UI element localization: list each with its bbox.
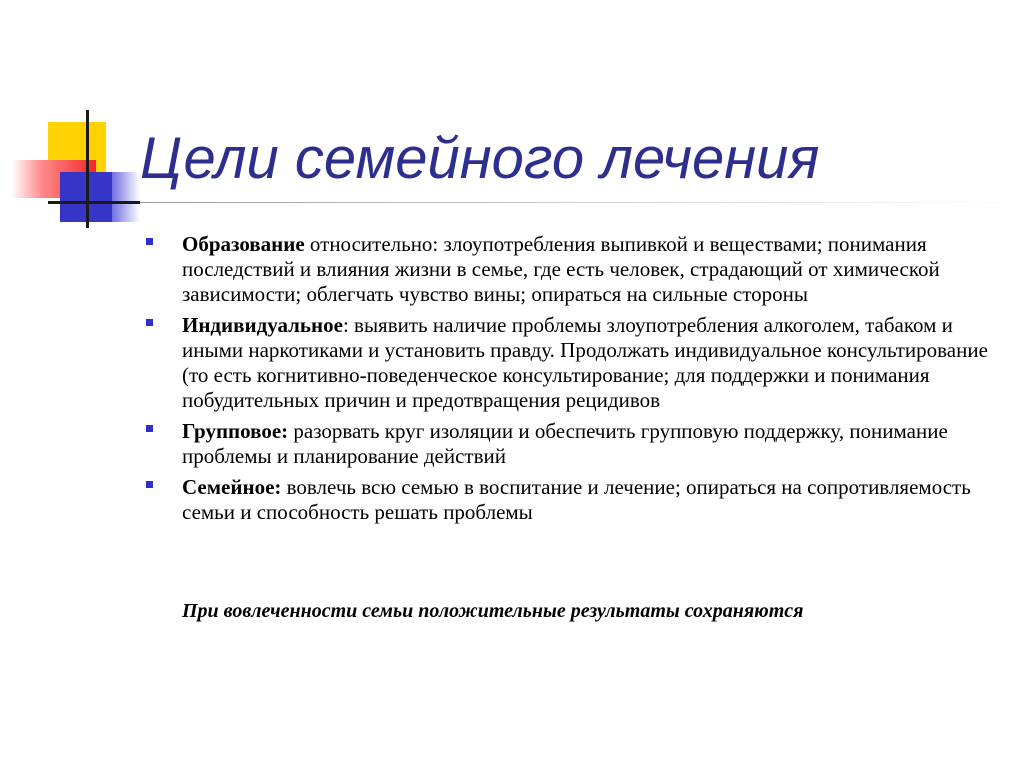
item-text: относительно: злоупотребления выпивкой и веществами; понимания последствий и влияния жизни в семье, где есть человек, страдающий от химической зависимости; облегчать чувство вины; опираться на сильные стороны	[182, 232, 940, 306]
item-term: Индивидуальное	[182, 313, 343, 337]
decor-vertical-line	[86, 110, 89, 228]
item-text: выявить наличие проблемы злоупотребления алкоголем, табаком и иными наркотиками и установить правду. Продолжать индивидуальное консультирование (то есть когнитивно-поведенческое консультирование; для поддержки и понимания побудительных причин и предотвращения рецидивов	[182, 313, 988, 412]
list-item	[142, 313, 1002, 413]
bullet-list	[142, 232, 1002, 531]
slide-title: Цели семейного лечения	[140, 126, 820, 191]
conclusion-note: При вовлеченности семьи положительные результаты сохраняются	[182, 600, 804, 622]
item-text: вовлечь всю семью в воспитание и лечение; опираться на сопротивляемость семьи и способность решать проблемы	[182, 475, 971, 524]
item-separator: :	[342, 313, 355, 337]
list-item	[142, 475, 1002, 525]
square-bullet-icon	[146, 319, 153, 326]
decor-blue-fade	[112, 172, 140, 222]
square-bullet-icon	[146, 425, 153, 432]
list-item	[142, 419, 1002, 469]
item-text: разорвать круг изоляции и обеспечить групповую поддержку, понимание проблемы и планирование действий	[182, 419, 948, 468]
item-term: Образование	[182, 232, 305, 256]
title-underline	[140, 202, 1020, 203]
list-item	[142, 232, 1002, 307]
item-term: Семейное:	[182, 475, 282, 499]
square-bullet-icon	[146, 238, 153, 245]
item-term: Групповое:	[182, 419, 289, 443]
square-bullet-icon	[146, 481, 153, 488]
decor-horizontal-line	[48, 201, 140, 204]
